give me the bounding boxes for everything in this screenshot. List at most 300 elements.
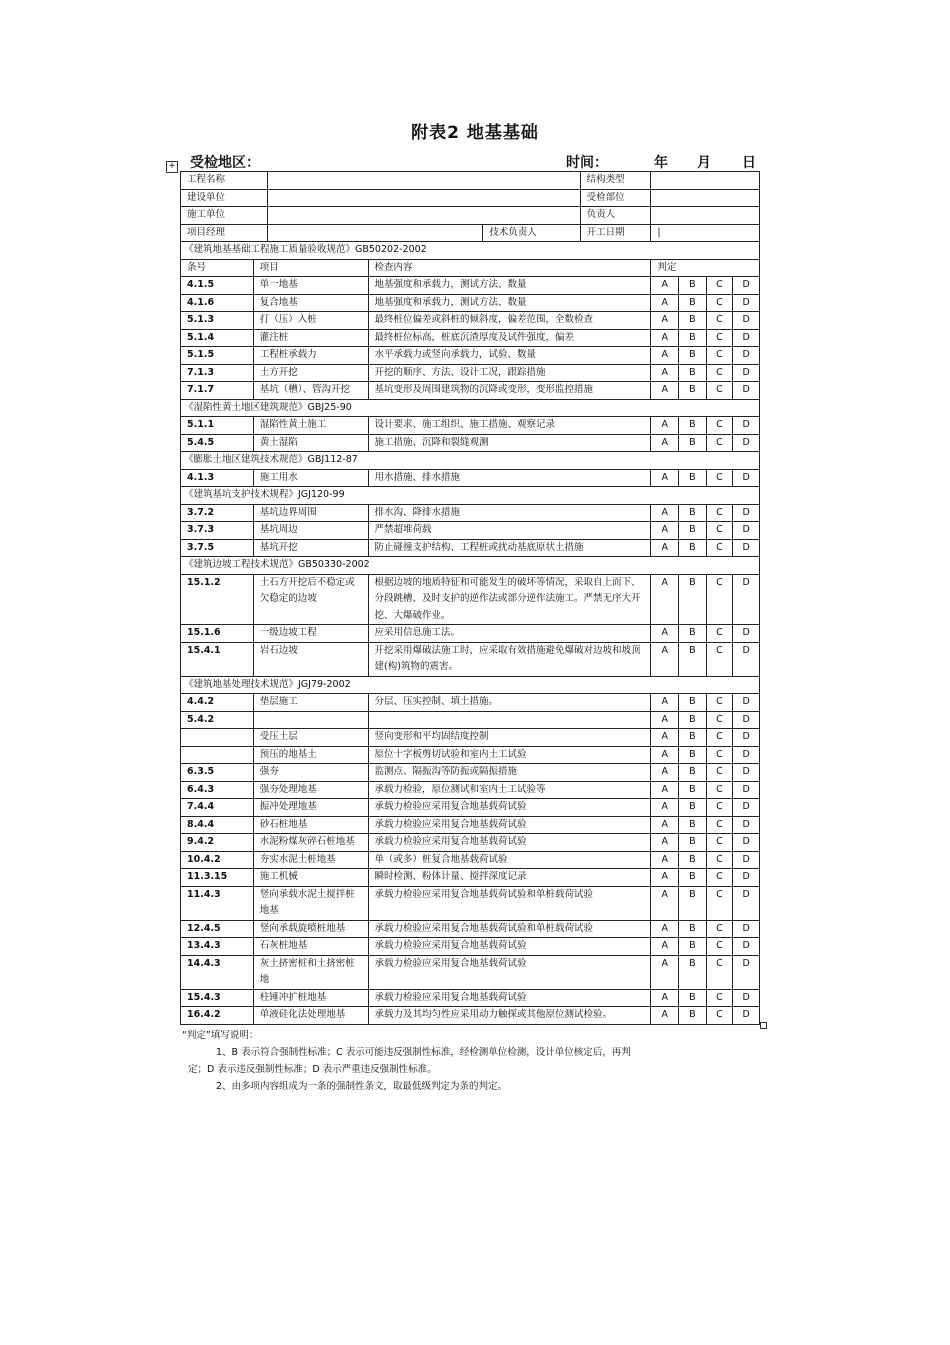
content-cell: 根据边坡的地质特征和可能发生的破坏等情况，采取自上而下、分段跳槽、及时支护的逆作法或部分逆作法施工。严禁无序大开挖、大爆破作业。 — [368, 574, 651, 625]
item-cell: 强夯处理地基 — [253, 781, 368, 799]
item-cell: 施工机械 — [253, 869, 368, 887]
grade-b-option[interactable]: B — [679, 625, 707, 643]
grade-d-option[interactable]: D — [733, 869, 760, 887]
grade-c-option[interactable]: C — [706, 294, 733, 312]
table-row — [181, 312, 760, 330]
table-row — [181, 955, 760, 989]
item-cell: 灰土挤密桩和土挤密桩地 — [253, 955, 368, 989]
grade-c-option[interactable]: C — [706, 781, 733, 799]
content-cell: 防止碰撞支护结构、工程桩或扰动基底原状土措施 — [368, 539, 651, 557]
clause-cell: 9.4.2 — [181, 834, 254, 852]
standard-row — [181, 487, 760, 505]
grade-a-option[interactable]: A — [651, 312, 679, 330]
grade-b-option[interactable]: B — [679, 869, 707, 887]
clause-cell: 7.1.7 — [181, 382, 254, 400]
grade-a-option[interactable]: A — [651, 781, 679, 799]
content-cell: 施工措施、沉降和裂缝观测 — [368, 434, 651, 452]
inspect-part-label: 受检部位 — [580, 189, 651, 207]
content-cell: 分层、压实控制、填土措施。 — [368, 694, 651, 712]
grade-c-option[interactable]: C — [706, 469, 733, 487]
structure-type-field[interactable] — [651, 172, 760, 190]
table-row — [181, 364, 760, 382]
year-label: 年 — [654, 155, 668, 171]
grade-d-option[interactable]: D — [733, 799, 760, 817]
standard-title: 《建筑边坡工程技术规范》GB50330-2002 — [181, 557, 760, 575]
table-row — [181, 539, 760, 557]
content-cell: 承载力检验应采用复合地基载荷试验 — [368, 816, 651, 834]
table-row — [181, 711, 760, 729]
grade-a-option[interactable]: A — [651, 886, 679, 920]
clause-cell: 6.3.5 — [181, 764, 254, 782]
clause-cell: 13.4.3 — [181, 938, 254, 956]
grade-a-option[interactable]: A — [651, 955, 679, 989]
grade-a-option[interactable]: A — [651, 834, 679, 852]
standard-title: 《建筑地基基础工程施工质量验收规范》GB50202-2002 — [181, 242, 760, 260]
grade-b-option[interactable]: B — [679, 781, 707, 799]
structure-type-label: 结构类型 — [580, 172, 651, 190]
clause-cell: 15.1.2 — [181, 574, 254, 625]
grade-d-option[interactable]: D — [733, 539, 760, 557]
item-cell: 砂石桩地基 — [253, 816, 368, 834]
content-cell: 地基强度和承载力，测试方法、数量 — [368, 294, 651, 312]
standard-title: 《建筑基坑支护技术规程》JGJ120-99 — [181, 487, 760, 505]
grade-d-option[interactable]: D — [733, 504, 760, 522]
grade-b-option[interactable]: B — [679, 799, 707, 817]
content-cell: 承载力检验应采用复合地基载荷试验 — [368, 989, 651, 1007]
grade-a-option[interactable]: A — [651, 522, 679, 540]
content-cell: 最终桩位偏差或斜桩的倾斜度，偏差范围，全数检查 — [368, 312, 651, 330]
grade-a-option[interactable]: A — [651, 347, 679, 365]
table-row — [181, 746, 760, 764]
table-row — [181, 938, 760, 956]
constructor-label: 施工单位 — [181, 207, 268, 225]
notes-line-1b: 定；D 表示违反强制性标准；D 表示严重违反强制性标准。 — [188, 1064, 437, 1075]
column-judge: 判定 — [651, 259, 760, 277]
project-manager-label: 项目经理 — [181, 224, 268, 242]
item-cell: 工程桩承载力 — [253, 347, 368, 365]
grade-a-option[interactable]: A — [651, 539, 679, 557]
item-cell: 单液硅化法处理地基 — [253, 1007, 368, 1025]
content-cell: 承载力检验，原位测试和室内土工试验等 — [368, 781, 651, 799]
grade-a-option[interactable]: A — [651, 869, 679, 887]
info-row-manager — [181, 224, 760, 242]
column-header-row — [181, 259, 760, 277]
grade-a-option[interactable]: A — [651, 434, 679, 452]
clause-cell: 4.4.2 — [181, 694, 254, 712]
grade-b-option[interactable]: B — [679, 434, 707, 452]
grade-b-option[interactable]: B — [679, 329, 707, 347]
grade-a-option[interactable]: A — [651, 989, 679, 1007]
table-row — [181, 642, 760, 676]
table-row — [181, 522, 760, 540]
grade-a-option[interactable]: A — [651, 642, 679, 676]
grade-a-option[interactable]: A — [651, 816, 679, 834]
grade-d-option[interactable]: D — [733, 989, 760, 1007]
grade-b-option[interactable]: B — [679, 522, 707, 540]
grade-c-option[interactable]: C — [706, 539, 733, 557]
clause-cell: 15.4.3 — [181, 989, 254, 1007]
item-cell: 复合地基 — [253, 294, 368, 312]
grade-b-option[interactable]: B — [679, 955, 707, 989]
grade-a-option[interactable]: A — [651, 694, 679, 712]
grade-d-option[interactable]: D — [733, 417, 760, 435]
item-cell: 夯实水泥土桩地基 — [253, 851, 368, 869]
constructor-field[interactable] — [268, 207, 581, 225]
grade-a-option[interactable]: A — [651, 329, 679, 347]
clause-cell — [181, 746, 254, 764]
clause-cell: 7.4.4 — [181, 799, 254, 817]
item-cell: 垫层施工 — [253, 694, 368, 712]
grade-b-option[interactable]: B — [679, 851, 707, 869]
tech-leader-label: 技术负责人 — [483, 224, 580, 242]
grade-d-option[interactable]: D — [733, 938, 760, 956]
item-cell: 竖向承载水泥土搅拌桩地基 — [253, 886, 368, 920]
grade-d-option[interactable]: D — [733, 886, 760, 920]
clause-cell: 3.7.5 — [181, 539, 254, 557]
grade-c-option[interactable]: C — [706, 886, 733, 920]
grade-c-option[interactable]: C — [706, 277, 733, 295]
content-cell: 地基强度和承载力，测试方法、数量 — [368, 277, 651, 295]
info-row-project-name — [181, 172, 760, 190]
grade-d-option[interactable]: D — [733, 729, 760, 747]
grade-b-option[interactable]: B — [679, 694, 707, 712]
item-cell: 打（压）入桩 — [253, 312, 368, 330]
grade-d-option[interactable]: D — [733, 329, 760, 347]
standard-title: 《建筑地基处理技术规范》JGJ79-2002 — [181, 676, 760, 694]
grade-c-option[interactable]: C — [706, 711, 733, 729]
clause-cell: 3.7.2 — [181, 504, 254, 522]
grade-c-option[interactable]: C — [706, 799, 733, 817]
grade-d-option[interactable]: D — [733, 347, 760, 365]
grade-a-option[interactable]: A — [651, 1007, 679, 1025]
grade-d-option[interactable]: D — [733, 277, 760, 295]
item-cell: 基坑周边 — [253, 522, 368, 540]
grade-b-option[interactable]: B — [679, 746, 707, 764]
grade-b-option[interactable]: B — [679, 1007, 707, 1025]
content-cell: 开挖采用爆破法施工时，应采取有效措施避免爆破对边坡和坡顶建(构)筑物的震害。 — [368, 642, 651, 676]
grade-c-option[interactable]: C — [706, 746, 733, 764]
grade-a-option[interactable]: A — [651, 574, 679, 625]
table-row — [181, 417, 760, 435]
grade-d-option[interactable]: D — [733, 816, 760, 834]
grade-a-option[interactable]: A — [651, 764, 679, 782]
table-row — [181, 799, 760, 817]
grade-d-option[interactable]: D — [733, 1007, 760, 1025]
table-row — [181, 294, 760, 312]
grade-d-option[interactable]: D — [733, 764, 760, 782]
grade-c-option[interactable]: C — [706, 816, 733, 834]
item-cell: 强夯 — [253, 764, 368, 782]
grade-b-option[interactable]: B — [679, 764, 707, 782]
item-cell: 岩石边坡 — [253, 642, 368, 676]
grade-d-option[interactable]: D — [733, 625, 760, 643]
info-row-constructor — [181, 207, 760, 225]
clause-cell: 10.4.2 — [181, 851, 254, 869]
item-cell: 土石方开挖后不稳定或欠稳定的边坡 — [253, 574, 368, 625]
notes-line-1: 1、B 表示符合强制性标准；C 表示可能违反强制性标准，经检测单位检测，设计单位核定后，再判 — [216, 1047, 631, 1058]
grade-c-option[interactable]: C — [706, 312, 733, 330]
info-row-builder — [181, 189, 760, 207]
grade-c-option[interactable]: C — [706, 920, 733, 938]
table-row — [181, 694, 760, 712]
grade-b-option[interactable]: B — [679, 294, 707, 312]
grade-a-option[interactable]: A — [651, 504, 679, 522]
item-cell: 湿陷性黄土施工 — [253, 417, 368, 435]
table-row — [181, 729, 760, 747]
time-label: 时间： — [566, 155, 608, 171]
standard-row — [181, 399, 760, 417]
grade-c-option[interactable]: C — [706, 625, 733, 643]
content-cell: 承载力及其均匀性应采用动力触探或其他原位测试检验。 — [368, 1007, 651, 1025]
content-cell: 承载力检验应采用复合地基载荷试验 — [368, 938, 651, 956]
grade-d-option[interactable]: D — [733, 434, 760, 452]
table-row — [181, 625, 760, 643]
grade-a-option[interactable]: A — [651, 799, 679, 817]
grade-d-option[interactable]: D — [733, 746, 760, 764]
grade-c-option[interactable]: C — [706, 382, 733, 400]
clause-cell: 15.4.1 — [181, 642, 254, 676]
grade-a-option[interactable]: A — [651, 625, 679, 643]
grade-c-option[interactable]: C — [706, 574, 733, 625]
item-cell: 单一地基 — [253, 277, 368, 295]
grade-b-option[interactable]: B — [679, 312, 707, 330]
grade-b-option[interactable]: B — [679, 539, 707, 557]
clause-cell: 8.4.4 — [181, 816, 254, 834]
grade-a-option[interactable]: A — [651, 851, 679, 869]
clause-cell: 4.1.5 — [181, 277, 254, 295]
grade-b-option[interactable]: B — [679, 642, 707, 676]
notes-line-2: 2、由多项内容组成为一条的强制性条文，取最低级判定为条的判定。 — [216, 1081, 508, 1092]
grade-c-option[interactable]: C — [706, 955, 733, 989]
grade-b-option[interactable]: B — [679, 989, 707, 1007]
grade-c-option[interactable]: C — [706, 989, 733, 1007]
grade-a-option[interactable]: A — [651, 711, 679, 729]
grade-c-option[interactable]: C — [706, 764, 733, 782]
content-cell: 承载力检验应采用复合地基载荷试验 — [368, 955, 651, 989]
grade-d-option[interactable]: D — [733, 364, 760, 382]
grade-c-option[interactable]: C — [706, 694, 733, 712]
grade-d-option[interactable]: D — [733, 642, 760, 676]
item-cell: 基坑边界周围 — [253, 504, 368, 522]
grade-d-option[interactable]: D — [733, 834, 760, 852]
clause-cell: 12.4.5 — [181, 920, 254, 938]
grade-c-option[interactable]: C — [706, 364, 733, 382]
grade-c-option[interactable]: C — [706, 729, 733, 747]
grade-c-option[interactable]: C — [706, 938, 733, 956]
clause-cell: 5.1.3 — [181, 312, 254, 330]
grade-c-option[interactable]: C — [706, 851, 733, 869]
table-row — [181, 347, 760, 365]
grade-c-option[interactable]: C — [706, 522, 733, 540]
content-cell — [368, 711, 651, 729]
grade-d-option[interactable]: D — [733, 522, 760, 540]
grade-c-option[interactable]: C — [706, 834, 733, 852]
content-cell: 应采用信息施工法。 — [368, 625, 651, 643]
grade-a-option[interactable]: A — [651, 920, 679, 938]
grade-d-option[interactable]: D — [733, 711, 760, 729]
clause-cell — [181, 729, 254, 747]
grade-d-option[interactable]: D — [733, 694, 760, 712]
grade-b-option[interactable]: B — [679, 834, 707, 852]
grade-a-option[interactable]: A — [651, 746, 679, 764]
grade-b-option[interactable]: B — [679, 382, 707, 400]
grade-b-option[interactable]: B — [679, 574, 707, 625]
grade-a-option[interactable]: A — [651, 364, 679, 382]
grade-a-option[interactable]: A — [651, 277, 679, 295]
content-cell: 瞬时检测、粉体计量、搅拌深度记录 — [368, 869, 651, 887]
document-title: 附表2 地基基础 — [411, 123, 539, 143]
content-cell: 开挖的顺序、方法、设计工况，跟踪措施 — [368, 364, 651, 382]
standard-title: 《湿陷性黄土地区建筑规范》GBJ25-90 — [181, 399, 760, 417]
grade-a-option[interactable]: A — [651, 417, 679, 435]
builder-label: 建设单位 — [181, 189, 268, 207]
clause-cell: 14.4.3 — [181, 955, 254, 989]
day-label: 日 — [742, 155, 756, 171]
grade-c-option[interactable]: C — [706, 347, 733, 365]
grade-c-option[interactable]: C — [706, 329, 733, 347]
item-cell: 土方开挖 — [253, 364, 368, 382]
table-row — [181, 886, 760, 920]
inspect-part-field[interactable] — [651, 189, 760, 207]
grade-b-option[interactable]: B — [679, 417, 707, 435]
content-cell: 基坑变形及周围建筑物的沉降或变形，变形监控措施 — [368, 382, 651, 400]
clause-cell: 11.4.3 — [181, 886, 254, 920]
grade-a-option[interactable]: A — [651, 382, 679, 400]
grade-c-option[interactable]: C — [706, 1007, 733, 1025]
grade-c-option[interactable]: C — [706, 642, 733, 676]
clause-cell: 5.1.1 — [181, 417, 254, 435]
month-label: 月 — [697, 155, 711, 171]
clause-cell: 4.1.6 — [181, 294, 254, 312]
person-in-charge-field[interactable] — [651, 207, 760, 225]
content-cell: 承载力检验应采用复合地基载荷试验和单桩载荷试验 — [368, 920, 651, 938]
content-cell: 严禁超堆荷载 — [368, 522, 651, 540]
grade-d-option[interactable]: D — [733, 469, 760, 487]
column-content: 检查内容 — [368, 259, 651, 277]
clause-cell: 6.4.3 — [181, 781, 254, 799]
grade-c-option[interactable]: C — [706, 434, 733, 452]
content-cell: 承载力检验应采用复合地基载荷试验 — [368, 799, 651, 817]
item-cell: 基坑开挖 — [253, 539, 368, 557]
grade-b-option[interactable]: B — [679, 938, 707, 956]
grade-a-option[interactable]: A — [651, 469, 679, 487]
grade-c-option[interactable]: C — [706, 504, 733, 522]
table-row — [181, 764, 760, 782]
grade-d-option[interactable]: D — [733, 382, 760, 400]
builder-field[interactable] — [268, 189, 581, 207]
notes-block — [182, 1027, 794, 1095]
table-row — [181, 434, 760, 452]
clause-cell: 5.4.5 — [181, 434, 254, 452]
item-cell: 振冲处理地基 — [253, 799, 368, 817]
table-row — [181, 920, 760, 938]
content-cell: 承载力检验应采用复合地基载荷试验 — [368, 834, 651, 852]
person-in-charge-label: 负责人 — [580, 207, 651, 225]
inspection-table — [180, 171, 760, 1025]
standard-row — [181, 242, 760, 260]
content-cell: 排水沟、降排水措施 — [368, 504, 651, 522]
start-date-field[interactable]: | — [651, 224, 760, 242]
grade-d-option[interactable]: D — [733, 312, 760, 330]
item-cell: 基坑（槽）、管沟开挖 — [253, 382, 368, 400]
content-cell: 最终桩位标高，桩底沉渣厚度及试件强度，偏差 — [368, 329, 651, 347]
content-cell: 单（或多）桩复合地基载荷试验 — [368, 851, 651, 869]
notes-heading: “判定”填写说明： — [182, 1030, 259, 1041]
grade-b-option[interactable]: B — [679, 364, 707, 382]
grade-a-option[interactable]: A — [651, 294, 679, 312]
grade-d-option[interactable]: D — [733, 955, 760, 989]
clause-cell: 5.1.5 — [181, 347, 254, 365]
content-cell: 设计要求、施工组织、施工措施、观察记录 — [368, 417, 651, 435]
start-date-label: 开工日期 — [580, 224, 651, 242]
grade-d-option[interactable]: D — [733, 781, 760, 799]
clause-cell: 11.3.15 — [181, 869, 254, 887]
standard-row — [181, 676, 760, 694]
table-row — [181, 504, 760, 522]
table-row — [181, 574, 760, 625]
grade-b-option[interactable]: B — [679, 469, 707, 487]
grade-b-option[interactable]: B — [679, 920, 707, 938]
clause-cell: 3.7.3 — [181, 522, 254, 540]
table-row — [181, 1007, 760, 1025]
project-name-field[interactable] — [268, 172, 581, 190]
grade-a-option[interactable]: A — [651, 938, 679, 956]
content-cell: 监测点、隔振沟等防振或隔振措施 — [368, 764, 651, 782]
region-label: 受检地区： — [190, 155, 260, 171]
grade-d-option[interactable]: D — [733, 294, 760, 312]
content-cell: 承载力检验应采用复合地基载荷试验和单桩载荷试验 — [368, 886, 651, 920]
clause-cell: 16.4.2 — [181, 1007, 254, 1025]
table-row — [181, 469, 760, 487]
grade-b-option[interactable]: B — [679, 886, 707, 920]
standard-title: 《膨胀土地区建筑技术规范》GBJ112-87 — [181, 452, 760, 470]
clause-cell: 4.1.3 — [181, 469, 254, 487]
content-cell: 用水措施、排水措施 — [368, 469, 651, 487]
table-row — [181, 851, 760, 869]
item-cell: 水泥粉煤灰碎石桩地基 — [253, 834, 368, 852]
grade-a-option[interactable]: A — [651, 729, 679, 747]
grade-b-option[interactable]: B — [679, 277, 707, 295]
project-name-label: 工程名称 — [181, 172, 268, 190]
project-manager-field[interactable] — [268, 224, 483, 242]
item-cell: 施工用水 — [253, 469, 368, 487]
grade-d-option[interactable]: D — [733, 851, 760, 869]
grade-d-option[interactable]: D — [733, 920, 760, 938]
clause-cell: 5.1.4 — [181, 329, 254, 347]
grade-b-option[interactable]: B — [679, 711, 707, 729]
table-row — [181, 329, 760, 347]
column-item: 项目 — [253, 259, 368, 277]
clause-cell: 5.4.2 — [181, 711, 254, 729]
grade-b-option[interactable]: B — [679, 729, 707, 747]
grade-b-option[interactable]: B — [679, 347, 707, 365]
table-move-handle-icon[interactable]: + — [166, 161, 178, 173]
table-row — [181, 989, 760, 1007]
grade-d-option[interactable]: D — [733, 574, 760, 625]
table-row — [181, 382, 760, 400]
item-cell: 竖向承载旋喷桩地基 — [253, 920, 368, 938]
standard-row — [181, 557, 760, 575]
table-row — [181, 869, 760, 887]
grade-c-option[interactable]: C — [706, 869, 733, 887]
content-cell: 原位十字板剪切试验和室内土工试验 — [368, 746, 651, 764]
grade-b-option[interactable]: B — [679, 504, 707, 522]
grade-c-option[interactable]: C — [706, 417, 733, 435]
grade-b-option[interactable]: B — [679, 816, 707, 834]
column-clause: 条号 — [181, 259, 254, 277]
table-row — [181, 277, 760, 295]
item-cell: 受压土层 — [253, 729, 368, 747]
